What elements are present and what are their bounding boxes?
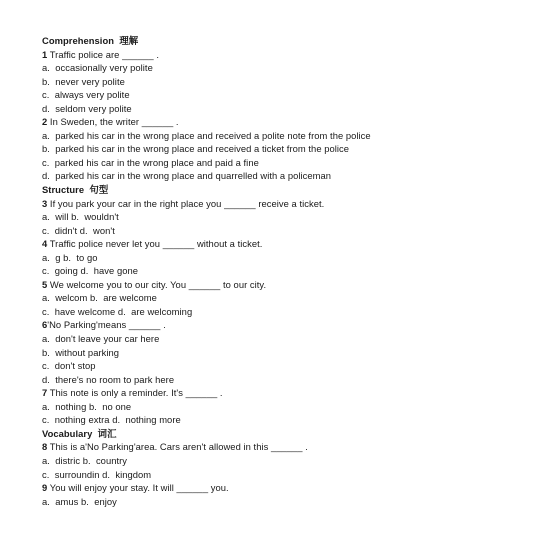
question-number: 1 xyxy=(42,48,48,60)
question-line xyxy=(42,48,526,62)
answer-option: a. don't leave your car here xyxy=(42,333,160,345)
question-text: 'No Parking'means ______ . xyxy=(47,319,166,331)
answer-option: a. parked his car in the wrong place and received a polite note from the police xyxy=(42,129,371,141)
question-line xyxy=(42,115,526,129)
question-number: 3 xyxy=(42,197,48,209)
question-number: 8 xyxy=(42,441,48,453)
answer-option: d. seldom very polite xyxy=(42,102,132,114)
question-text: We welcome you to our city. You ______ to our city. xyxy=(47,278,267,290)
answer-option: c. nothing extra d. nothing more xyxy=(42,414,181,426)
answer-option: c. surroundin d. kingdom xyxy=(42,468,152,480)
answer-option: c. have welcome d. are welcoming xyxy=(42,305,193,317)
answer-option: c. going d. have gone xyxy=(42,265,139,277)
answer-option: d. there's no room to park here xyxy=(42,373,175,385)
answer-option: d. parked his car in the wrong place and quarrelled with a policeman xyxy=(42,170,332,182)
answer-option: c. didn't d. won't xyxy=(42,224,115,236)
question-line xyxy=(42,440,526,454)
section-heading: Comprehension 理解 xyxy=(42,35,139,46)
worksheet-content xyxy=(42,34,526,508)
answer-option: a. welcom b. are welcome xyxy=(42,292,157,304)
question-number: 5 xyxy=(42,278,48,290)
section-heading: Structure 句型 xyxy=(42,184,109,196)
question-text: In Sweden, the writer ______ . xyxy=(47,116,179,128)
question-text: This is a'No Parking'area. Cars aren't allowed in this ______ . xyxy=(47,441,308,453)
answer-option: c. don't stop xyxy=(42,360,96,372)
question-text: If you park your car in the right place you ______ receive a ticket. xyxy=(47,197,325,209)
question-text: You will enjoy your stay. It will ______ you. xyxy=(47,482,229,494)
question-line xyxy=(42,481,526,495)
answer-option: b. never very polite xyxy=(42,75,125,87)
answer-option: c. always very polite xyxy=(42,89,130,101)
answer-option: a. will b. wouldn't xyxy=(42,211,119,223)
question-line xyxy=(42,278,526,292)
question-number: 7 xyxy=(42,387,48,399)
question-text: Traffic police are ______ . xyxy=(47,48,159,60)
question-text: This note is only a reminder. It's ______ . xyxy=(47,387,223,399)
question-line xyxy=(42,237,526,251)
question-line xyxy=(42,386,526,400)
answer-option: a. nothing b. no one xyxy=(42,400,132,412)
question-number: 2 xyxy=(42,116,48,128)
answer-option: c. parked his car in the wrong place and paid a fine xyxy=(42,156,259,168)
answer-option: b. parked his car in the wrong place and received a ticket from the police xyxy=(42,143,350,155)
question-line xyxy=(42,318,526,332)
answer-option: b. without parking xyxy=(42,346,120,358)
answer-option: a. g b. to go xyxy=(42,251,98,263)
question-number: 4 xyxy=(42,238,48,250)
answer-option: a. distric b. country xyxy=(42,454,128,466)
question-text: Traffic police never let you ______ without a ticket. xyxy=(47,238,263,250)
question-number: 6 xyxy=(42,319,48,331)
answer-option: a. amus b. enjoy xyxy=(42,495,117,507)
section-heading: Vocabulary 词汇 xyxy=(42,427,117,439)
question-line xyxy=(42,197,526,211)
answer-option: a. occasionally very polite xyxy=(42,62,153,74)
question-number: 9 xyxy=(42,482,48,494)
